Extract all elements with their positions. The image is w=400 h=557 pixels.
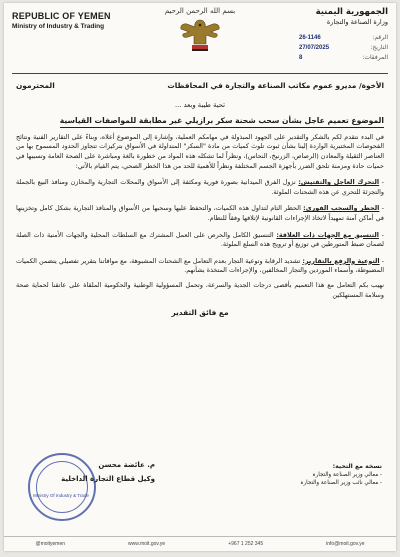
header-ministry-en: Ministry of Industry & Trading [12, 23, 105, 30]
footer-phone: +967 1 252 345 [228, 541, 264, 547]
basmala: بسم الله الرحمن الرحيم [164, 7, 236, 15]
recipient: الأخوة/ مديرو عموم مكاتب الصناعة والتجارة في المحافظات [167, 81, 384, 90]
copies-heading: نسخة مع التحية: [332, 463, 382, 470]
subject-line: الموضوع تعميم عاجل بشأن سحب شحنة سكر برازيلي غير مطابقة للمواصفات القياسية [60, 116, 384, 128]
intro-paragraph: في البدء نتقدم لكم بالشكر والتقدير على الجهود المبذولة في مهامكم العملية، وإشارة إلى الموضوع أعلاه، وبناءً على التقارير الفنية ونتائج الفحوصات المختبرية الواردة إلينا بشأن ثبوت تلوث كميات من مادة "السكر" المتداولة في الأسواق بتركيزات تتجاوز الحدود المسموح بها من العناصر الثقيلة والمعادن (الرصاص، الزرنيخ، النحاس)، ونظراً لما تشكله هذه المواد من خطورة بالغة ومباشرة على الصحة العامة وتسببها في حميات حادة ومزمنة تلحق الضرر بأجهزة الجسم المختلفة ونظراً للأهمية للحد من هذا الخطر الصحي، يتم القيام بالآتي: [16, 132, 384, 170]
official-stamp-icon [28, 453, 96, 521]
stamp-text: Ministry Of Industry & Trade [33, 493, 89, 498]
section-heading: الحظر والسحب الفوري: [303, 204, 380, 213]
letter-footer [4, 536, 396, 551]
header-english [12, 11, 132, 30]
footer-website: www.moit.gov.ye [128, 541, 166, 547]
header-arabic [278, 7, 388, 26]
signatory-title: وكيل قطاع التجارة الداخلية [61, 475, 155, 483]
reference-meta [293, 33, 388, 63]
greeting: تحية طيبة وبعد ... [174, 100, 226, 109]
section-heading: التنسيق مع الجهات ذات العلاقة: [276, 230, 379, 239]
header-ministry-ar: وزارة الصناعة والتجارة [326, 18, 388, 26]
recipient-line [16, 81, 384, 91]
header-divider [12, 73, 388, 74]
copies-item: - معالي وزير الصناعة والتجارة [312, 472, 382, 478]
header-republic-ar: الجمهورية اليمنية [315, 7, 388, 17]
section-text: التنسيق الكامل والحرص على العمل المشترك مع السلطات المحلية والجهات الأمنية ذات الصلة لضمان ضبط المتورطين في توزيع أو ترويج هذه السلع الملوثة. [16, 230, 384, 249]
header-republic-en: REPUBLIC OF YEMEN [12, 11, 111, 21]
closing-regards: مع فائق التقدير [171, 308, 229, 318]
honorific: المحترمون [16, 81, 55, 90]
section-text: تشديد الرقابة وتوعية التجار بعدم التعامل مع الشحنات المشبوهة، مع موافاتنا بتقرير تفصيلي يتضمن الكميات المضبوطة، وأسماء الموردين والتجار المخالفين، والإجراءات المتخذة بشأنهم. [16, 256, 384, 275]
section-withdrawal: - الحظر والسحب الفوري: الحظر التام لتداول هذه الكميات، والتحفظ عليها وسحبها من الأسواق والمنافذ التجارية بشكل كامل وتخزينها في أماكن آمنة تمهيداً لاتخاذ الإجراءات القانونية لإتلافها وفقاً للنظام. [16, 204, 384, 222]
copies-list [262, 463, 382, 487]
section-coordination: - التنسيق مع الجهات ذات العلاقة: التنسيق الكامل والحرص على العمل المشترك مع السلطات المحلية والجهات الأمنية ذات الصلة لضمان ضبط المتورطين في توزيع أو ترويج هذه السلع الملوثة. [16, 230, 384, 249]
section-text: نزول الفرق الميدانية بصورة فورية ومكثفة إلى الأسواق والمحلات التجارية والمخازن ومنافذ البيع بالجملة والتجزئة للتحري عن هذه الشحنات الملوثة. [16, 178, 384, 196]
signatory-name: م. عائضة محسن [98, 461, 155, 469]
meta-attachments: المرفقات: 8 [299, 54, 388, 61]
closing-paragraph: نهيب بكم التعامل مع هذا التعميم بأقصى درجات الجدية والسرعة، وتحمل المسؤولية الوطنية والحكومية الملقاة على عاتقنا لحماية صحة وسلامة المستهلكين [16, 280, 384, 299]
meta-number: الرقم: 26-1146 [299, 34, 388, 41]
state-emblem [164, 7, 236, 54]
footer-email: info@moit.gov.ye [326, 541, 365, 547]
signature-block [20, 453, 155, 523]
section-inspection: - التحرك العاجل والتفتيش: نزول الفرق الميدانية بصورة فورية ومكثفة إلى الأسواق والمحلات التجارية والمخازن ومنافذ البيع بالجملة والتجزئة للتحري عن هذه الشحنات الملوثة. [16, 178, 384, 196]
meta-date: التاريخ: 27/07/2025 [299, 44, 388, 51]
copies-item: - معالي نائب وزير الصناعة والتجارة [300, 480, 382, 486]
footer-social: @moityemen [35, 541, 66, 547]
section-heading: التوعية والرفع بالتقارير: [302, 256, 380, 265]
section-awareness: - التوعية والرفع بالتقارير: تشديد الرقابة وتوعية التجار بعدم التعامل مع الشحنات المشبوهة، مع موافاتنا بتقرير تفصيلي يتضمن الكميات المضبوطة، وأسماء الموردين والتجار المخالفين، والإجراءات المتخذة بشأنهم. [16, 256, 384, 275]
section-heading: التحرك العاجل والتفتيش: [298, 178, 380, 187]
eagle-emblem-icon [177, 16, 223, 54]
letter-page [4, 3, 396, 551]
letter-body [16, 81, 384, 318]
section-text: الحظر التام لتداول هذه الكميات، والتحفظ عليها وسحبها من الأسواق والمنافذ التجارية بشكل كامل وتخزينها في أماكن آمنة تمهيداً لاتخاذ الإجراءات القانونية لإتلافها وفقاً للنظام. [16, 204, 384, 222]
